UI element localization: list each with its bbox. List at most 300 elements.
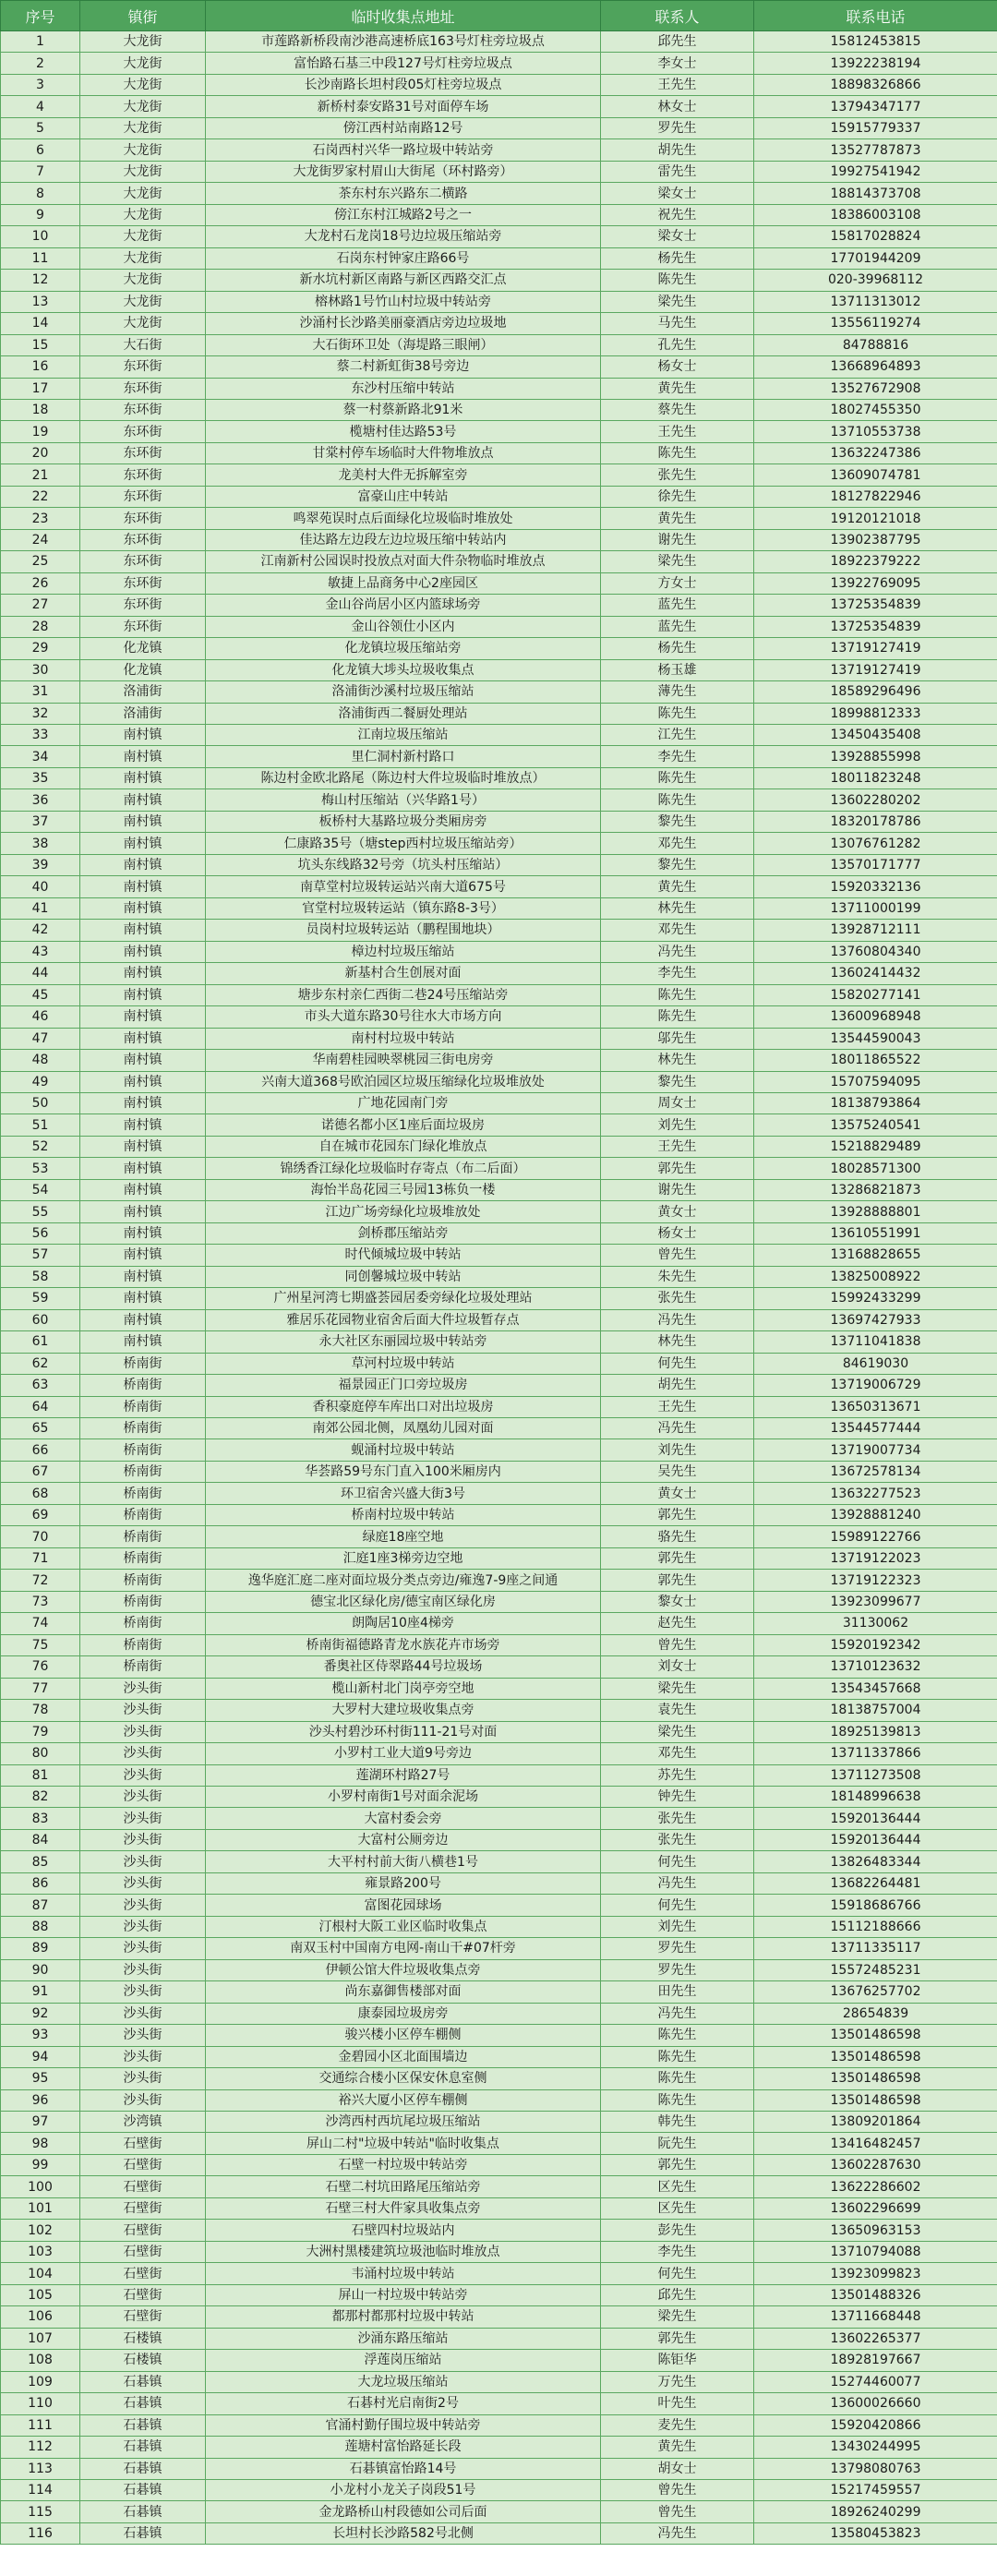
cell-index: 95 bbox=[1, 2068, 80, 2089]
table-row bbox=[1, 1808, 997, 1829]
cell-town: 桥南街 bbox=[80, 1591, 206, 1612]
header-town: 镇街 bbox=[80, 1, 206, 31]
cell-contact: 邬先生 bbox=[601, 1028, 754, 1049]
cell-index: 105 bbox=[1, 2284, 80, 2305]
table-row bbox=[1, 2437, 997, 2458]
cell-town: 东环街 bbox=[80, 572, 206, 594]
cell-index: 110 bbox=[1, 2393, 80, 2414]
cell-index: 107 bbox=[1, 2328, 80, 2349]
cell-index: 58 bbox=[1, 1266, 80, 1287]
cell-contact: 何先生 bbox=[601, 2263, 754, 2284]
cell-town: 桥南街 bbox=[80, 1353, 206, 1374]
cell-index: 99 bbox=[1, 2154, 80, 2175]
cell-contact: 刘先生 bbox=[601, 1114, 754, 1136]
cell-index: 40 bbox=[1, 876, 80, 897]
cell-address: 东沙村压缩中转站 bbox=[206, 378, 601, 399]
cell-contact: 邱先生 bbox=[601, 2284, 754, 2305]
cell-town: 南村镇 bbox=[80, 789, 206, 811]
table-row bbox=[1, 1786, 997, 1807]
cell-contact: 叶先生 bbox=[601, 2393, 754, 2414]
cell-phone: 13711000199 bbox=[754, 897, 997, 919]
cell-town: 南村镇 bbox=[80, 1331, 206, 1353]
table-row bbox=[1, 486, 997, 507]
cell-contact: 钟先生 bbox=[601, 1786, 754, 1807]
table-row bbox=[1, 356, 997, 378]
cell-phone: 13610551991 bbox=[754, 1222, 997, 1244]
cell-address: 屏山一村垃圾中转站旁 bbox=[206, 2284, 601, 2305]
cell-town: 南村镇 bbox=[80, 941, 206, 962]
cell-phone: 15920332136 bbox=[754, 876, 997, 897]
cell-index: 72 bbox=[1, 1570, 80, 1591]
cell-contact: 郭先生 bbox=[601, 1547, 754, 1569]
cell-address: 江边广场旁绿化垃圾堆放处 bbox=[206, 1201, 601, 1222]
cell-contact: 何先生 bbox=[601, 1353, 754, 1374]
cell-address: 自在城市花园东门绿化堆放点 bbox=[206, 1136, 601, 1157]
table-row bbox=[1, 2176, 997, 2197]
cell-town: 大龙街 bbox=[80, 313, 206, 334]
cell-address: 诺德名都小区1座后面垃圾房 bbox=[206, 1114, 601, 1136]
cell-contact: 黎先生 bbox=[601, 854, 754, 875]
cell-town: 沙头街 bbox=[80, 2089, 206, 2111]
cell-phone: 13168828655 bbox=[754, 1245, 997, 1266]
cell-phone: 15992433299 bbox=[754, 1288, 997, 1309]
cell-index: 62 bbox=[1, 1353, 80, 1374]
cell-contact: 王先生 bbox=[601, 1396, 754, 1417]
cell-contact: 梁先生 bbox=[601, 1721, 754, 1742]
cell-index: 8 bbox=[1, 183, 80, 204]
cell-index: 90 bbox=[1, 1959, 80, 1980]
cell-address: 大石街环卫处（海堤路三眼闸） bbox=[206, 334, 601, 355]
cell-contact: 陈先生 bbox=[601, 2025, 754, 2046]
cell-phone: 13430244995 bbox=[754, 2437, 997, 2458]
cell-index: 4 bbox=[1, 96, 80, 117]
cell-town: 南村镇 bbox=[80, 1288, 206, 1309]
cell-address: 莲塘村富怡路延长段 bbox=[206, 2437, 601, 2458]
cell-contact: 祝先生 bbox=[601, 204, 754, 225]
cell-contact: 冯先生 bbox=[601, 941, 754, 962]
cell-contact: 徐先生 bbox=[601, 486, 754, 507]
cell-contact: 陈先生 bbox=[601, 984, 754, 1005]
table-row bbox=[1, 378, 997, 399]
cell-address: 富怡路石基三中段127号灯柱旁垃圾点 bbox=[206, 53, 601, 74]
cell-address: 伊顿公馆大件垃圾收集点旁 bbox=[206, 1959, 601, 1980]
cell-contact: 冯先生 bbox=[601, 1309, 754, 1330]
cell-town: 沙头街 bbox=[80, 1851, 206, 1872]
cell-address: 仁康路35号（塘step西村垃圾压缩站旁） bbox=[206, 833, 601, 854]
cell-town: 东环街 bbox=[80, 551, 206, 572]
cell-phone: 15217459557 bbox=[754, 2479, 997, 2500]
table-row bbox=[1, 204, 997, 225]
cell-phone: 13501486598 bbox=[754, 2046, 997, 2067]
cell-index: 102 bbox=[1, 2220, 80, 2241]
table-row bbox=[1, 1418, 997, 1439]
cell-town: 东环街 bbox=[80, 399, 206, 420]
cell-contact: 袁先生 bbox=[601, 1700, 754, 1721]
cell-address: 长沙南路长坦村段05灯柱旁垃圾点 bbox=[206, 74, 601, 95]
cell-address: 金碧园小区北面围墙边 bbox=[206, 2046, 601, 2067]
cell-phone: 13527787873 bbox=[754, 139, 997, 161]
cell-index: 94 bbox=[1, 2046, 80, 2067]
cell-contact: 杨玉雄 bbox=[601, 659, 754, 680]
cell-phone: 15817028824 bbox=[754, 226, 997, 247]
cell-contact: 杨先生 bbox=[601, 638, 754, 659]
cell-contact: 韩先生 bbox=[601, 2112, 754, 2133]
cell-town: 桥南街 bbox=[80, 1483, 206, 1504]
cell-address: 广州星河湾七期盛荟园居委旁绿化垃圾处理站 bbox=[206, 1288, 601, 1309]
cell-phone: 13719122323 bbox=[754, 1570, 997, 1591]
cell-phone: 13760804340 bbox=[754, 941, 997, 962]
cell-contact: 陈先生 bbox=[601, 2068, 754, 2089]
cell-address: 大富村委会旁 bbox=[206, 1808, 601, 1829]
cell-address: 南草堂村垃圾转运站兴南大道675号 bbox=[206, 876, 601, 897]
cell-index: 26 bbox=[1, 572, 80, 594]
cell-address: 大洲村黑楼建筑垃圾池临时堆放点 bbox=[206, 2241, 601, 2262]
cell-contact: 麦先生 bbox=[601, 2414, 754, 2436]
cell-phone: 19927541942 bbox=[754, 161, 997, 182]
cell-index: 52 bbox=[1, 1136, 80, 1157]
cell-town: 沙头街 bbox=[80, 1916, 206, 1937]
table-row bbox=[1, 659, 997, 680]
cell-address: 桥南村垃圾中转站 bbox=[206, 1504, 601, 1525]
cell-index: 93 bbox=[1, 2025, 80, 2046]
cell-phone: 13501486598 bbox=[754, 2025, 997, 2046]
cell-phone: 84619030 bbox=[754, 1353, 997, 1374]
cell-index: 33 bbox=[1, 725, 80, 746]
table-row bbox=[1, 529, 997, 550]
cell-address: 雍景路200号 bbox=[206, 1872, 601, 1894]
table-row bbox=[1, 1050, 997, 1071]
table-row bbox=[1, 1829, 997, 1850]
cell-contact: 何先生 bbox=[601, 1851, 754, 1872]
cell-index: 23 bbox=[1, 508, 80, 529]
cell-town: 南村镇 bbox=[80, 1309, 206, 1330]
cell-town: 沙头街 bbox=[80, 2068, 206, 2089]
cell-address: 梅山村压缩站（兴华路1号） bbox=[206, 789, 601, 811]
cell-address: 南双玉村中国南方电网-南山干#07杆旁 bbox=[206, 1938, 601, 1959]
cell-contact: 黎先生 bbox=[601, 1071, 754, 1092]
cell-address: 大富村公厕旁边 bbox=[206, 1829, 601, 1850]
cell-phone: 13719122023 bbox=[754, 1547, 997, 1569]
cell-town: 沙头街 bbox=[80, 1872, 206, 1894]
cell-town: 南村镇 bbox=[80, 1266, 206, 1287]
table-row bbox=[1, 464, 997, 486]
cell-address: 金山谷领仕小区内 bbox=[206, 616, 601, 637]
cell-index: 19 bbox=[1, 421, 80, 442]
table-row bbox=[1, 984, 997, 1005]
cell-index: 64 bbox=[1, 1396, 80, 1417]
table-row bbox=[1, 941, 997, 962]
cell-index: 13 bbox=[1, 291, 80, 312]
cell-index: 60 bbox=[1, 1309, 80, 1330]
cell-index: 112 bbox=[1, 2437, 80, 2458]
cell-town: 沙头街 bbox=[80, 1938, 206, 1959]
cell-contact: 陈先生 bbox=[601, 2089, 754, 2111]
table-row bbox=[1, 811, 997, 832]
cell-contact: 邓先生 bbox=[601, 920, 754, 941]
cell-town: 大龙街 bbox=[80, 74, 206, 95]
cell-index: 59 bbox=[1, 1288, 80, 1309]
cell-address: 莲湖环村路27号 bbox=[206, 1764, 601, 1786]
cell-town: 大龙街 bbox=[80, 31, 206, 53]
cell-address: 榄山新村北门岗亭旁空地 bbox=[206, 1678, 601, 1699]
cell-town: 南村镇 bbox=[80, 1158, 206, 1179]
cell-phone: 15274460077 bbox=[754, 2371, 997, 2392]
cell-town: 石碁镇 bbox=[80, 2458, 206, 2479]
cell-town: 石壁街 bbox=[80, 2241, 206, 2262]
cell-town: 大龙街 bbox=[80, 291, 206, 312]
table-row bbox=[1, 2025, 997, 2046]
cell-address: 化龙镇大埗头垃圾收集点 bbox=[206, 659, 601, 680]
cell-address: 里仁洞村新村路口 bbox=[206, 746, 601, 767]
cell-phone: 13501486598 bbox=[754, 2068, 997, 2089]
cell-town: 东环街 bbox=[80, 442, 206, 463]
cell-contact: 周女士 bbox=[601, 1092, 754, 1113]
table-row bbox=[1, 1245, 997, 1266]
cell-index: 83 bbox=[1, 1808, 80, 1829]
cell-index: 5 bbox=[1, 117, 80, 138]
table-row bbox=[1, 1331, 997, 1353]
cell-phone: 13602287630 bbox=[754, 2154, 997, 2175]
cell-town: 桥南街 bbox=[80, 1613, 206, 1634]
cell-phone: 13600968948 bbox=[754, 1006, 997, 1028]
cell-address: 富豪山庄中转站 bbox=[206, 486, 601, 507]
cell-contact: 李先生 bbox=[601, 746, 754, 767]
cell-index: 35 bbox=[1, 767, 80, 788]
cell-contact: 黄先生 bbox=[601, 2437, 754, 2458]
cell-contact: 谢先生 bbox=[601, 1179, 754, 1200]
cell-contact: 方女士 bbox=[601, 572, 754, 594]
cell-index: 17 bbox=[1, 378, 80, 399]
table-row bbox=[1, 1158, 997, 1179]
cell-address: 华荟路59号东门直入100米厢房内 bbox=[206, 1461, 601, 1482]
cell-contact: 黄女士 bbox=[601, 1483, 754, 1504]
cell-contact: 邓先生 bbox=[601, 1743, 754, 1764]
cell-town: 沙头街 bbox=[80, 1895, 206, 1916]
cell-phone: 13501486598 bbox=[754, 2089, 997, 2111]
cell-index: 92 bbox=[1, 2003, 80, 2024]
cell-phone: 18148996638 bbox=[754, 1786, 997, 1807]
table-row bbox=[1, 920, 997, 941]
table-row bbox=[1, 1613, 997, 1634]
table-row bbox=[1, 595, 997, 616]
cell-contact: 张先生 bbox=[601, 1808, 754, 1829]
cell-index: 66 bbox=[1, 1439, 80, 1461]
cell-phone: 13719007734 bbox=[754, 1439, 997, 1461]
cell-index: 106 bbox=[1, 2306, 80, 2328]
cell-phone: 31130062 bbox=[754, 1613, 997, 1634]
cell-contact: 陈先生 bbox=[601, 270, 754, 291]
cell-contact: 区先生 bbox=[601, 2176, 754, 2197]
cell-index: 79 bbox=[1, 1721, 80, 1742]
cell-index: 24 bbox=[1, 529, 80, 550]
cell-town: 石壁街 bbox=[80, 2176, 206, 2197]
table-row bbox=[1, 1591, 997, 1612]
cell-address: 大平村村前大街八横巷1号 bbox=[206, 1851, 601, 1872]
cell-contact: 孔先生 bbox=[601, 334, 754, 355]
table-row bbox=[1, 2501, 997, 2522]
cell-contact: 郭先生 bbox=[601, 2328, 754, 2349]
table-row bbox=[1, 2350, 997, 2371]
cell-phone: 13580453823 bbox=[754, 2522, 997, 2544]
cell-town: 石壁街 bbox=[80, 2197, 206, 2219]
cell-town: 南村镇 bbox=[80, 854, 206, 875]
cell-address: 鸣翠苑误时点后面绿化垃圾临时堆放处 bbox=[206, 508, 601, 529]
cell-town: 东环街 bbox=[80, 529, 206, 550]
cell-address: 汀根村大阪工业区临时收集点 bbox=[206, 1916, 601, 1937]
cell-index: 42 bbox=[1, 920, 80, 941]
table-row bbox=[1, 1547, 997, 1569]
cell-address: 官涌村勤仔围垃圾中转站旁 bbox=[206, 2414, 601, 2436]
cell-town: 桥南街 bbox=[80, 1396, 206, 1417]
cell-phone: 13543457668 bbox=[754, 1678, 997, 1699]
cell-town: 沙头街 bbox=[80, 1786, 206, 1807]
cell-phone: 15920192342 bbox=[754, 1634, 997, 1655]
cell-contact: 杨女士 bbox=[601, 1222, 754, 1244]
cell-phone: 13710553738 bbox=[754, 421, 997, 442]
cell-contact: 李女士 bbox=[601, 53, 754, 74]
cell-phone: 13668964893 bbox=[754, 356, 997, 378]
cell-phone: 15920136444 bbox=[754, 1829, 997, 1850]
cell-contact: 王先生 bbox=[601, 1136, 754, 1157]
cell-phone: 18998812333 bbox=[754, 703, 997, 724]
table-row bbox=[1, 183, 997, 204]
cell-town: 大龙街 bbox=[80, 53, 206, 74]
table-row bbox=[1, 2089, 997, 2111]
cell-town: 南村镇 bbox=[80, 1222, 206, 1244]
cell-phone: 13922769095 bbox=[754, 572, 997, 594]
cell-index: 65 bbox=[1, 1418, 80, 1439]
cell-phone: 13286821873 bbox=[754, 1179, 997, 1200]
table-row bbox=[1, 897, 997, 919]
cell-contact: 陈先生 bbox=[601, 767, 754, 788]
cell-contact: 林先生 bbox=[601, 897, 754, 919]
cell-town: 桥南街 bbox=[80, 1634, 206, 1655]
cell-town: 桥南街 bbox=[80, 1375, 206, 1396]
cell-contact: 朱先生 bbox=[601, 1266, 754, 1287]
cell-index: 89 bbox=[1, 1938, 80, 1959]
cell-address: 洛浦街沙溪村垃圾压缩站 bbox=[206, 681, 601, 703]
cell-address: 大龙街罗家村眉山大街尾（环村路旁） bbox=[206, 161, 601, 182]
cell-index: 45 bbox=[1, 984, 80, 1005]
cell-contact: 陈钜华 bbox=[601, 2350, 754, 2371]
cell-contact: 曾先生 bbox=[601, 1634, 754, 1655]
table-row bbox=[1, 789, 997, 811]
cell-index: 38 bbox=[1, 833, 80, 854]
cell-phone: 13076761282 bbox=[754, 833, 997, 854]
table-row bbox=[1, 1938, 997, 1959]
table-row bbox=[1, 2393, 997, 2414]
cell-town: 石壁街 bbox=[80, 2306, 206, 2328]
cell-address: 环卫宿舍兴盛大街3号 bbox=[206, 1483, 601, 1504]
cell-index: 50 bbox=[1, 1092, 80, 1113]
cell-address: 市头大道东路30号往水大市场方向 bbox=[206, 1006, 601, 1028]
cell-phone: 18814373708 bbox=[754, 183, 997, 204]
cell-phone: 13719127419 bbox=[754, 659, 997, 680]
table-row bbox=[1, 1959, 997, 1980]
cell-town: 南村镇 bbox=[80, 1050, 206, 1071]
cell-town: 大龙街 bbox=[80, 161, 206, 182]
cell-phone: 15812453815 bbox=[754, 31, 997, 53]
table-row bbox=[1, 313, 997, 334]
table-row bbox=[1, 1353, 997, 1374]
table-row bbox=[1, 876, 997, 897]
cell-address: 蚬涌村垃圾中转站 bbox=[206, 1439, 601, 1461]
cell-town: 石壁街 bbox=[80, 2154, 206, 2175]
cell-address: 德宝北区绿化房/德宝南区绿化房 bbox=[206, 1591, 601, 1612]
cell-phone: 13632247386 bbox=[754, 442, 997, 463]
cell-contact: 田先生 bbox=[601, 1981, 754, 2003]
cell-index: 115 bbox=[1, 2501, 80, 2522]
cell-town: 石壁街 bbox=[80, 2263, 206, 2284]
cell-address: 香积豪庭停车库出口对出垃圾房 bbox=[206, 1396, 601, 1417]
cell-address: 傍江东村江城路2号之一 bbox=[206, 204, 601, 225]
cell-town: 东环街 bbox=[80, 421, 206, 442]
cell-town: 东环街 bbox=[80, 508, 206, 529]
cell-address: 沙涌村长沙路美丽豪酒店旁边垃圾地 bbox=[206, 313, 601, 334]
cell-contact: 梁先生 bbox=[601, 291, 754, 312]
cell-contact: 郭先生 bbox=[601, 1158, 754, 1179]
cell-contact: 蓝先生 bbox=[601, 595, 754, 616]
cell-index: 30 bbox=[1, 659, 80, 680]
cell-address: 骏兴楼小区停车棚侧 bbox=[206, 2025, 601, 2046]
table-row bbox=[1, 1743, 997, 1764]
cell-phone: 13570171777 bbox=[754, 854, 997, 875]
cell-phone: 13711337866 bbox=[754, 1743, 997, 1764]
cell-index: 57 bbox=[1, 1245, 80, 1266]
cell-address: 江南垃圾压缩站 bbox=[206, 725, 601, 746]
cell-contact: 杨女士 bbox=[601, 356, 754, 378]
cell-town: 石碁镇 bbox=[80, 2479, 206, 2500]
cell-address: 蔡一村蔡新路北91米 bbox=[206, 399, 601, 420]
cell-index: 70 bbox=[1, 1526, 80, 1547]
table-row bbox=[1, 31, 997, 53]
cell-town: 石碁镇 bbox=[80, 2522, 206, 2544]
table-row bbox=[1, 1678, 997, 1699]
cell-index: 101 bbox=[1, 2197, 80, 2219]
cell-index: 12 bbox=[1, 270, 80, 291]
cell-address: 锦绣香江绿化垃圾临时存寄点（布二后面） bbox=[206, 1158, 601, 1179]
cell-index: 6 bbox=[1, 139, 80, 161]
cell-index: 86 bbox=[1, 1872, 80, 1894]
cell-phone: 13609074781 bbox=[754, 464, 997, 486]
cell-contact: 吴先生 bbox=[601, 1461, 754, 1482]
cell-address: 草河村垃圾中转站 bbox=[206, 1353, 601, 1374]
table-row bbox=[1, 74, 997, 95]
cell-address: 板桥村大基路垃圾分类厢房旁 bbox=[206, 811, 601, 832]
cell-index: 68 bbox=[1, 1483, 80, 1504]
cell-phone: 13902387795 bbox=[754, 529, 997, 550]
cell-phone: 18138793864 bbox=[754, 1092, 997, 1113]
cell-phone: 020-39968112 bbox=[754, 270, 997, 291]
cell-town: 南村镇 bbox=[80, 1136, 206, 1157]
cell-address: 金龙路桥山村段德如公司后面 bbox=[206, 2501, 601, 2522]
table-row bbox=[1, 1309, 997, 1330]
cell-index: 29 bbox=[1, 638, 80, 659]
cell-town: 桥南街 bbox=[80, 1570, 206, 1591]
cell-address: 桥南街福德路青龙水族花卉市场旁 bbox=[206, 1634, 601, 1655]
cell-town: 沙头街 bbox=[80, 1764, 206, 1786]
cell-index: 91 bbox=[1, 1981, 80, 2003]
cell-contact: 林先生 bbox=[601, 1050, 754, 1071]
cell-phone: 13544577444 bbox=[754, 1418, 997, 1439]
cell-phone: 13928712111 bbox=[754, 920, 997, 941]
cell-town: 沙湾镇 bbox=[80, 2112, 206, 2133]
cell-index: 69 bbox=[1, 1504, 80, 1525]
cell-address: 石碁镇富怡路14号 bbox=[206, 2458, 601, 2479]
cell-index: 82 bbox=[1, 1786, 80, 1807]
table-row bbox=[1, 1634, 997, 1655]
cell-index: 56 bbox=[1, 1222, 80, 1244]
